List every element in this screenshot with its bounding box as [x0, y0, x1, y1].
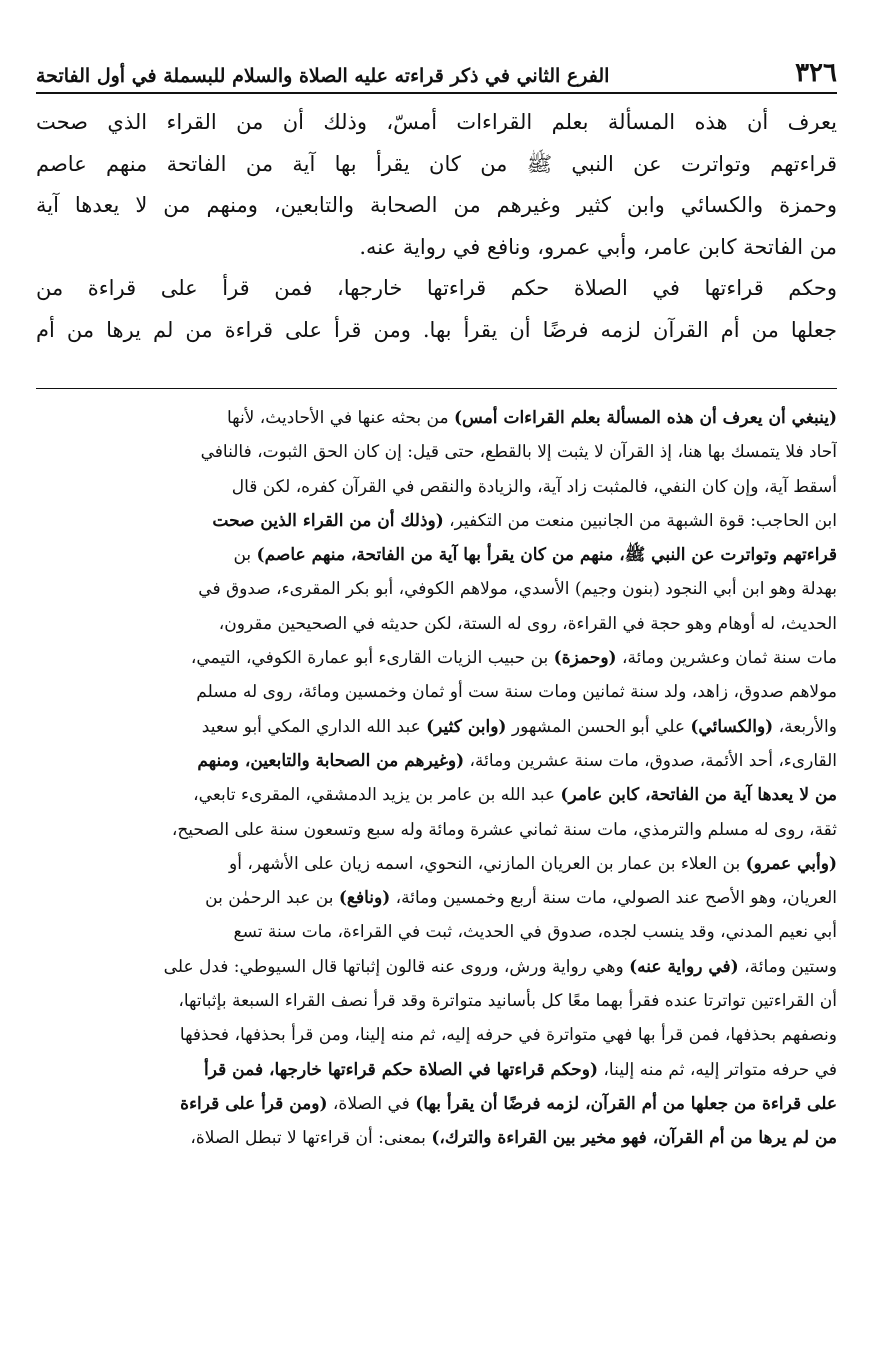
main-text-line: يعرف أن هذه المسألة بعلم القراءات أمسّ، وذلك أن من القراء الذي صحت	[36, 110, 837, 134]
running-title: الفرع الثاني في ذكر قراءته عليه الصلاة والسلام للبسملة في أول الفاتحة	[36, 65, 610, 87]
quoted-matn-text: (وذلك أن من القراء الذين صحت	[212, 510, 444, 531]
commentary-line	[36, 572, 837, 606]
commentary-text: أن القراءتين تواترتا عنده فقرأ بهما معًا كل بأسانيد متواترة وقد قرأ نصف القراء السبعة بإثباتها،	[178, 991, 837, 1012]
commentary-line	[36, 1053, 837, 1087]
commentary-line	[36, 778, 837, 812]
commentary-text: والأربعة،	[773, 716, 837, 737]
commentary-line	[36, 984, 837, 1018]
main-text-line: وحكم قراءتها في الصلاة حكم قراءتها خارجها، فمن قرأ على قراءة من	[36, 276, 837, 300]
quoted-matn-text: (وابن كثير)	[426, 716, 507, 737]
commentary-line	[36, 744, 837, 778]
main-text-line: جعلها من أم القرآن لزمه فرضًا أن يقرأ بها. ومن قرأ على قراءة من لم يرها من أم	[36, 317, 837, 342]
commentary-text: في الصلاة،	[327, 1093, 416, 1114]
commentary-text: من بحثه عنها في الأحاديث، لأنها	[226, 408, 454, 428]
commentary-line	[36, 915, 837, 949]
commentary-line	[36, 401, 837, 435]
commentary-text: أسقط آية، وإن كان النفي، فالمثبت زاد آية، والزيادة والنقص في القرآن كفره، لكن قال	[231, 476, 837, 497]
quoted-matn-text: من لا يعدها آية من الفاتحة، كابن عامر)	[560, 785, 837, 806]
commentary-text: بن عبد الرحمٰن بن	[205, 888, 339, 909]
commentary-text: بن حبيب الزيات القارىء أبو عمارة الكوفي، التيمي،	[190, 648, 554, 669]
commentary-line	[36, 538, 837, 572]
quoted-matn-text: (ونافع)	[338, 888, 391, 909]
main-text-line: من الفاتحة كابن عامر، وأبي عمرو، ونافع في رواية عنه.	[359, 234, 837, 259]
quoted-matn-text: (والكسائي)	[690, 716, 774, 737]
footnote-divider	[36, 388, 837, 389]
commentary-text: القارىء، أحد الأئمة، صدوق، مات سنة عشرين ومائة،	[464, 750, 837, 771]
commentary-line	[36, 710, 837, 744]
quoted-matn-text: على قراءة من جعلها من أم القرآن، لزمه فرضًا أن يقرأ بها)	[415, 1093, 837, 1114]
commentary-text: مات سنة ثمان وعشرين ومائة،	[616, 648, 837, 669]
commentary-text: في حرفه متواتر إليه، ثم منه إلينا،	[598, 1059, 837, 1080]
commentary-notes	[36, 401, 837, 1156]
quoted-matn-text: (وحمزة)	[553, 648, 617, 669]
commentary-line	[36, 1018, 837, 1052]
commentary-text: بمعنى: أن قراءتها لا تبطل الصلاة،	[190, 1128, 432, 1149]
commentary-line	[36, 435, 837, 469]
commentary-line	[36, 847, 837, 881]
commentary-text: بهدلة وهو ابن أبي النجود (بنون وجيم) الأسدي، مولاهم الكوفي، أبو بكر المقرىء، صدوق في	[198, 579, 837, 600]
main-text-line: وحمزة والكسائي وابن كثير وغيرهم من الصحابة والتابعين، ومنهم من لا يعدها آية	[36, 193, 837, 217]
commentary-text: عبد الله الداري المكي أبو سعيد	[201, 716, 427, 737]
main-text	[36, 102, 837, 351]
quoted-matn-text: (ينبغي أن يعرف أن هذه المسألة بعلم القراءات أمس)	[453, 408, 837, 428]
commentary-text: آحاد فلا يتمسك بها هنا، إذ القرآن لا يثبت إلا بالقطع، حتى قيل: إن كان الحق الثبوت، فالنافي	[200, 442, 837, 463]
commentary-line	[36, 1121, 837, 1155]
commentary-text: ونصفهم بحذفها، فمن قرأ بها فهي متواترة في حرفه إليه، ثم منه إلينا، ومن قرأ بحذفها، فحذفها	[179, 1025, 837, 1046]
page-number: ٣٢٦	[795, 58, 837, 88]
commentary-text: الحديث، له أوهام وهو حجة في القراءة، روى له الستة، لكن حديثه في الصحيحين مقرون،	[218, 613, 837, 634]
commentary-text: عبد الله بن عامر بن يزيد الدمشقي، المقرىء تابعي،	[193, 785, 561, 806]
commentary-line	[36, 607, 837, 641]
commentary-text: وهي رواية ورش، وروى عنه قالون إثباتها قال السيوطي: فدل على	[163, 956, 630, 977]
commentary-line	[36, 504, 837, 538]
commentary-text: علي أبو الحسن المشهور	[506, 716, 691, 737]
commentary-text: وستين ومائة،	[738, 956, 837, 977]
commentary-line	[36, 813, 837, 847]
quoted-matn-text: (وأبي عمرو)	[745, 853, 837, 874]
commentary-text: بن	[233, 545, 257, 566]
commentary-line	[36, 470, 837, 504]
quoted-matn-text: قراءتهم وتواترت عن النبي ﷺ، منهم من كان يقرأ بها آية من الفاتحة، منهم عاصم)	[256, 545, 837, 566]
commentary-line	[36, 641, 837, 675]
commentary-text: مولاهم صدوق، زاهد، ولد سنة ثمانين ومات سنة ست أو ثمان وخمسين ومائة، روى له مسلم	[196, 682, 837, 703]
commentary-text: ثقة، روى له مسلم والترمذي، مات سنة ثماني عشرة ومائة وله سبع وتسعون سنة على الصحيح،	[171, 819, 837, 840]
main-text-line: قراءتهم وتواترت عن النبي ﷺ من كان يقرأ بها آية من الفاتحة منهم عاصم	[36, 151, 837, 176]
commentary-text: بن العلاء بن عمار بن العريان المازني، النحوي، اسمه زيان على الأشهر، أو	[229, 853, 746, 874]
commentary-text: ابن الحاجب: قوة الشبهة من الجانبين منعت من التكفير،	[443, 510, 837, 531]
quoted-matn-text: (وغيرهم من الصحابة والتابعين، ومنهم	[197, 750, 465, 771]
quoted-matn-text: من لم يرها من أم القرآن، فهو مخير بين القراءة والترك،)	[431, 1128, 837, 1149]
page-header	[36, 46, 837, 94]
quoted-matn-text: (في رواية عنه)	[629, 956, 739, 977]
commentary-text: العريان، وهو الأصح عند الصولي، مات سنة أربع وخمسين ومائة،	[390, 888, 837, 909]
quoted-matn-text: (وحكم قراءتها في الصلاة حكم قراءتها خارجها، فمن قرأ	[204, 1059, 599, 1080]
commentary-line	[36, 675, 837, 709]
commentary-text: أبي نعيم المدني، وقد ينسب لجده، صدوق في الحديث، ثبت في القراءة، مات سنة تسع	[233, 922, 837, 943]
commentary-line	[36, 1087, 837, 1121]
quoted-matn-text: (ومن قرأ على قراءة	[180, 1093, 328, 1114]
commentary-line	[36, 881, 837, 915]
commentary-line	[36, 950, 837, 984]
